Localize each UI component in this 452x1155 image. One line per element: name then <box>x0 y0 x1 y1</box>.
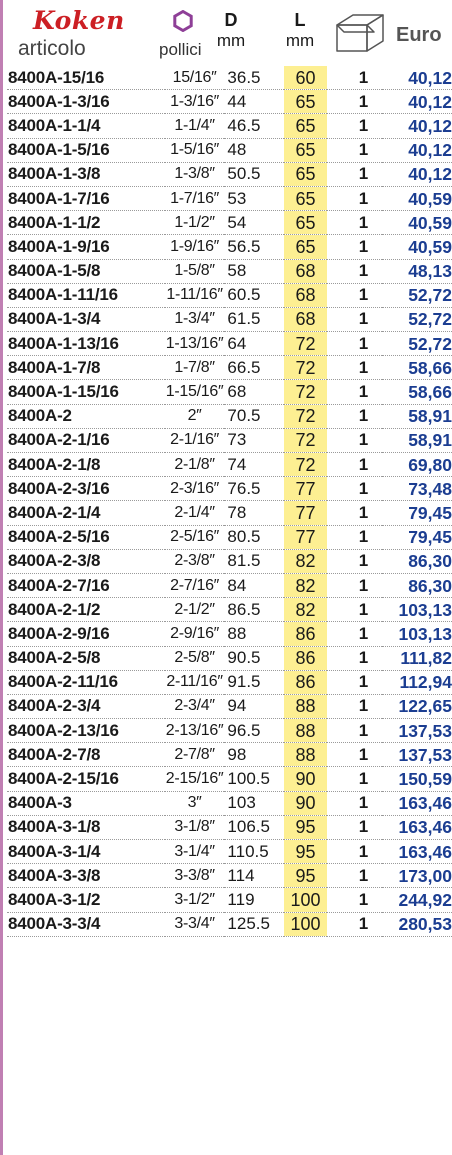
table-row <box>7 307 452 331</box>
table-row <box>7 670 452 694</box>
article-code: 8400A-1-3/16 <box>7 90 165 114</box>
table-row <box>7 235 452 259</box>
price-euro: 244,92 <box>382 888 452 912</box>
inch-size: 2-1/4″ <box>165 501 225 525</box>
length-mm: 82 <box>284 598 327 622</box>
inch-size: 3″ <box>165 791 225 815</box>
inch-size: 1-1/4″ <box>165 114 225 138</box>
pack-quantity: 1 <box>327 912 382 936</box>
inch-size: 1-9/16″ <box>165 235 225 259</box>
article-code: 8400A-1-15/16 <box>7 380 165 404</box>
diameter-mm: 96.5 <box>224 719 284 743</box>
price-euro: 163,46 <box>382 791 452 815</box>
table-row <box>7 525 452 549</box>
pack-quantity: 1 <box>327 380 382 404</box>
article-code: 8400A-2 <box>7 404 165 428</box>
price-euro: 86,30 <box>382 573 452 597</box>
table-row <box>7 888 452 912</box>
diameter-mm: 50.5 <box>224 162 284 186</box>
inch-size: 2-1/8″ <box>165 453 225 477</box>
inch-size: 1-7/16″ <box>165 186 225 210</box>
table-row <box>7 332 452 356</box>
table-row <box>7 356 452 380</box>
column-header-inches: pollici <box>159 40 202 59</box>
diameter-mm: 73 <box>224 428 284 452</box>
diameter-mm: 90.5 <box>224 646 284 670</box>
inch-size: 1-15/16″ <box>165 380 225 404</box>
article-code: 8400A-1-1/4 <box>7 114 165 138</box>
article-code: 8400A-2-1/8 <box>7 453 165 477</box>
length-mm: 100 <box>284 912 327 936</box>
article-code: 8400A-1-5/16 <box>7 138 165 162</box>
table-row <box>7 791 452 815</box>
pack-quantity: 1 <box>327 211 382 235</box>
length-mm: 77 <box>284 477 327 501</box>
diameter-mm: 76.5 <box>224 477 284 501</box>
diameter-mm: 74 <box>224 453 284 477</box>
length-mm: 86 <box>284 670 327 694</box>
price-euro: 163,46 <box>382 815 452 839</box>
diameter-mm: 78 <box>224 501 284 525</box>
length-mm: 65 <box>284 138 327 162</box>
pack-quantity: 1 <box>327 719 382 743</box>
table-header <box>7 0 452 66</box>
table-row <box>7 622 452 646</box>
price-euro: 40,12 <box>382 90 452 114</box>
price-euro: 40,12 <box>382 138 452 162</box>
table-row <box>7 90 452 114</box>
inch-size: 3-1/2″ <box>165 888 225 912</box>
table-row <box>7 259 452 283</box>
inch-size: 2-3/4″ <box>165 694 225 718</box>
price-euro: 48,13 <box>382 259 452 283</box>
table-row <box>7 598 452 622</box>
article-code: 8400A-2-13/16 <box>7 719 165 743</box>
price-euro: 73,48 <box>382 477 452 501</box>
length-mm: 95 <box>284 840 327 864</box>
price-euro: 280,53 <box>382 912 452 936</box>
diameter-mm: 61.5 <box>224 307 284 331</box>
article-code: 8400A-2-9/16 <box>7 622 165 646</box>
pack-quantity: 1 <box>327 453 382 477</box>
article-code: 8400A-1-9/16 <box>7 235 165 259</box>
pack-quantity: 1 <box>327 235 382 259</box>
inch-size: 1-1/2″ <box>165 211 225 235</box>
inch-size: 2-5/8″ <box>165 646 225 670</box>
pack-quantity: 1 <box>327 428 382 452</box>
column-header-price: Euro <box>396 24 442 46</box>
length-mm: 72 <box>284 356 327 380</box>
table-row <box>7 815 452 839</box>
diameter-mm: 54 <box>224 211 284 235</box>
price-euro: 40,12 <box>382 162 452 186</box>
pack-quantity: 1 <box>327 138 382 162</box>
diameter-mm: 48 <box>224 138 284 162</box>
price-table <box>7 66 452 937</box>
length-mm: 77 <box>284 501 327 525</box>
pack-quantity: 1 <box>327 815 382 839</box>
length-mm: 65 <box>284 211 327 235</box>
pack-quantity: 1 <box>327 114 382 138</box>
table-row <box>7 211 452 235</box>
package-box-icon <box>334 12 386 54</box>
length-mm: 68 <box>284 259 327 283</box>
table-row <box>7 283 452 307</box>
article-code: 8400A-2-3/16 <box>7 477 165 501</box>
table-row <box>7 66 452 90</box>
price-sheet <box>7 0 452 937</box>
article-code: 8400A-2-1/2 <box>7 598 165 622</box>
diameter-mm: 60.5 <box>224 283 284 307</box>
table-row <box>7 549 452 573</box>
diameter-mm: 119 <box>224 888 284 912</box>
article-code: 8400A-1-7/16 <box>7 186 165 210</box>
diameter-mm: 64 <box>224 332 284 356</box>
article-code: 8400A-2-7/8 <box>7 743 165 767</box>
brand-logo: Koken <box>33 6 125 35</box>
pack-quantity: 1 <box>327 791 382 815</box>
price-euro: 52,72 <box>382 283 452 307</box>
diameter-mm: 110.5 <box>224 840 284 864</box>
article-code: 8400A-3-1/4 <box>7 840 165 864</box>
article-code: 8400A-2-11/16 <box>7 670 165 694</box>
table-row <box>7 404 452 428</box>
article-code: 8400A-3-1/2 <box>7 888 165 912</box>
inch-size: 15/16″ <box>165 66 225 90</box>
pack-quantity: 1 <box>327 501 382 525</box>
diameter-mm: 80.5 <box>224 525 284 549</box>
pack-quantity: 1 <box>327 888 382 912</box>
inch-size: 2-13/16″ <box>165 719 225 743</box>
price-euro: 79,45 <box>382 501 452 525</box>
pack-quantity: 1 <box>327 404 382 428</box>
length-mm: 95 <box>284 815 327 839</box>
table-row <box>7 767 452 791</box>
inch-size: 1-5/16″ <box>165 138 225 162</box>
article-code: 8400A-3-1/8 <box>7 815 165 839</box>
diameter-mm: 98 <box>224 743 284 767</box>
article-code: 8400A-1-5/8 <box>7 259 165 283</box>
price-euro: 58,66 <box>382 356 452 380</box>
length-mm: 72 <box>284 380 327 404</box>
length-mm: 88 <box>284 743 327 767</box>
length-mm: 65 <box>284 90 327 114</box>
pack-quantity: 1 <box>327 767 382 791</box>
article-code: 8400A-15/16 <box>7 66 165 90</box>
diameter-mm: 94 <box>224 694 284 718</box>
pack-quantity: 1 <box>327 186 382 210</box>
length-mm: 68 <box>284 307 327 331</box>
diameter-mm: 84 <box>224 573 284 597</box>
price-euro: 137,53 <box>382 719 452 743</box>
inch-size: 1-3/16″ <box>165 90 225 114</box>
inch-size: 1-3/4″ <box>165 307 225 331</box>
price-euro: 58,91 <box>382 428 452 452</box>
table-row <box>7 743 452 767</box>
diameter-mm: 66.5 <box>224 356 284 380</box>
length-mm: 86 <box>284 622 327 646</box>
pack-quantity: 1 <box>327 283 382 307</box>
article-code: 8400A-2-3/4 <box>7 694 165 718</box>
length-mm: 65 <box>284 162 327 186</box>
diameter-mm: 36.5 <box>224 66 284 90</box>
pack-quantity: 1 <box>327 162 382 186</box>
inch-size: 2-3/8″ <box>165 549 225 573</box>
table-row <box>7 162 452 186</box>
pack-quantity: 1 <box>327 356 382 380</box>
price-euro: 58,91 <box>382 404 452 428</box>
diameter-mm: 81.5 <box>224 549 284 573</box>
article-code: 8400A-2-7/16 <box>7 573 165 597</box>
price-euro: 137,53 <box>382 743 452 767</box>
price-euro: 150,59 <box>382 767 452 791</box>
column-header-diameter: D <box>224 10 238 30</box>
pack-quantity: 1 <box>327 743 382 767</box>
article-code: 8400A-1-1/2 <box>7 211 165 235</box>
length-mm: 95 <box>284 864 327 888</box>
article-code: 8400A-1-3/4 <box>7 307 165 331</box>
article-code: 8400A-2-3/8 <box>7 549 165 573</box>
pack-quantity: 1 <box>327 66 382 90</box>
price-euro: 40,12 <box>382 114 452 138</box>
left-accent-rule <box>0 0 3 1155</box>
diameter-mm: 88 <box>224 622 284 646</box>
pack-quantity: 1 <box>327 90 382 114</box>
pack-quantity: 1 <box>327 646 382 670</box>
price-euro: 163,46 <box>382 840 452 864</box>
inch-size: 2-11/16″ <box>165 670 225 694</box>
inch-size: 2-1/16″ <box>165 428 225 452</box>
inch-size: 1-3/8″ <box>165 162 225 186</box>
table-row <box>7 694 452 718</box>
article-code: 8400A-3-3/4 <box>7 912 165 936</box>
article-code: 8400A-3 <box>7 791 165 815</box>
price-euro: 40,59 <box>382 211 452 235</box>
pack-quantity: 1 <box>327 694 382 718</box>
diameter-mm: 58 <box>224 259 284 283</box>
pack-quantity: 1 <box>327 525 382 549</box>
pack-quantity: 1 <box>327 259 382 283</box>
column-header-diameter-unit: mm <box>216 31 246 50</box>
price-euro: 79,45 <box>382 525 452 549</box>
table-row <box>7 477 452 501</box>
inch-size: 2″ <box>165 404 225 428</box>
table-row <box>7 186 452 210</box>
inch-size: 3-1/8″ <box>165 815 225 839</box>
inch-size: 1-13/16″ <box>165 332 225 356</box>
column-header-length-unit: mm <box>285 31 315 50</box>
inch-size: 2-9/16″ <box>165 622 225 646</box>
pack-quantity: 1 <box>327 307 382 331</box>
article-code: 8400A-1-3/8 <box>7 162 165 186</box>
diameter-mm: 106.5 <box>224 815 284 839</box>
length-mm: 88 <box>284 719 327 743</box>
price-euro: 69,80 <box>382 453 452 477</box>
length-mm: 90 <box>284 767 327 791</box>
article-code: 8400A-2-5/16 <box>7 525 165 549</box>
price-euro: 103,13 <box>382 598 452 622</box>
length-mm: 77 <box>284 525 327 549</box>
table-row <box>7 501 452 525</box>
diameter-mm: 125.5 <box>224 912 284 936</box>
price-euro: 52,72 <box>382 332 452 356</box>
length-mm: 68 <box>284 283 327 307</box>
pack-quantity: 1 <box>327 840 382 864</box>
inch-size: 1-7/8″ <box>165 356 225 380</box>
pack-quantity: 1 <box>327 670 382 694</box>
pack-quantity: 1 <box>327 573 382 597</box>
diameter-mm: 91.5 <box>224 670 284 694</box>
table-row <box>7 719 452 743</box>
pack-quantity: 1 <box>327 332 382 356</box>
article-code: 8400A-3-3/8 <box>7 864 165 888</box>
price-euro: 40,59 <box>382 186 452 210</box>
diameter-mm: 86.5 <box>224 598 284 622</box>
price-euro: 111,82 <box>382 646 452 670</box>
table-row <box>7 453 452 477</box>
length-mm: 86 <box>284 646 327 670</box>
article-code: 8400A-2-1/4 <box>7 501 165 525</box>
table-row <box>7 428 452 452</box>
length-mm: 65 <box>284 114 327 138</box>
length-mm: 60 <box>284 66 327 90</box>
article-code: 8400A-2-1/16 <box>7 428 165 452</box>
inch-size: 2-5/16″ <box>165 525 225 549</box>
table-row <box>7 114 452 138</box>
diameter-mm: 70.5 <box>224 404 284 428</box>
diameter-mm: 68 <box>224 380 284 404</box>
pack-quantity: 1 <box>327 864 382 888</box>
diameter-mm: 103 <box>224 791 284 815</box>
length-mm: 72 <box>284 453 327 477</box>
inch-size: 2-15/16″ <box>165 767 225 791</box>
length-mm: 82 <box>284 573 327 597</box>
article-code: 8400A-1-13/16 <box>7 332 165 356</box>
inch-size: 1-5/8″ <box>165 259 225 283</box>
diameter-mm: 114 <box>224 864 284 888</box>
pack-quantity: 1 <box>327 549 382 573</box>
table-row <box>7 864 452 888</box>
inch-size: 3-3/8″ <box>165 864 225 888</box>
table-row <box>7 840 452 864</box>
pack-quantity: 1 <box>327 477 382 501</box>
price-euro: 173,00 <box>382 864 452 888</box>
article-code: 8400A-2-5/8 <box>7 646 165 670</box>
price-euro: 52,72 <box>382 307 452 331</box>
price-euro: 40,12 <box>382 66 452 90</box>
inch-size: 1-11/16″ <box>165 283 225 307</box>
column-header-article: articolo <box>18 37 86 60</box>
length-mm: 88 <box>284 694 327 718</box>
article-code: 8400A-1-7/8 <box>7 356 165 380</box>
diameter-mm: 53 <box>224 186 284 210</box>
inch-size: 2-7/16″ <box>165 573 225 597</box>
price-euro: 58,66 <box>382 380 452 404</box>
length-mm: 72 <box>284 404 327 428</box>
inch-size: 3-1/4″ <box>165 840 225 864</box>
pack-quantity: 1 <box>327 598 382 622</box>
table-row <box>7 380 452 404</box>
table-row <box>7 912 452 936</box>
price-euro: 86,30 <box>382 549 452 573</box>
inch-size: 2-3/16″ <box>165 477 225 501</box>
table-row <box>7 646 452 670</box>
price-euro: 112,94 <box>382 670 452 694</box>
table-row <box>7 573 452 597</box>
hexagon-icon <box>172 10 194 32</box>
pack-quantity: 1 <box>327 622 382 646</box>
length-mm: 100 <box>284 888 327 912</box>
price-euro: 40,59 <box>382 235 452 259</box>
length-mm: 90 <box>284 791 327 815</box>
table-row <box>7 138 452 162</box>
length-mm: 65 <box>284 186 327 210</box>
inch-size: 2-1/2″ <box>165 598 225 622</box>
length-mm: 72 <box>284 428 327 452</box>
price-euro: 103,13 <box>382 622 452 646</box>
length-mm: 72 <box>284 332 327 356</box>
price-euro: 122,65 <box>382 694 452 718</box>
article-code: 8400A-1-11/16 <box>7 283 165 307</box>
inch-size: 2-7/8″ <box>165 743 225 767</box>
article-code: 8400A-2-15/16 <box>7 767 165 791</box>
inch-size: 3-3/4″ <box>165 912 225 936</box>
length-mm: 65 <box>284 235 327 259</box>
diameter-mm: 44 <box>224 90 284 114</box>
diameter-mm: 100.5 <box>224 767 284 791</box>
column-header-length: L <box>294 10 306 30</box>
diameter-mm: 46.5 <box>224 114 284 138</box>
diameter-mm: 56.5 <box>224 235 284 259</box>
length-mm: 82 <box>284 549 327 573</box>
